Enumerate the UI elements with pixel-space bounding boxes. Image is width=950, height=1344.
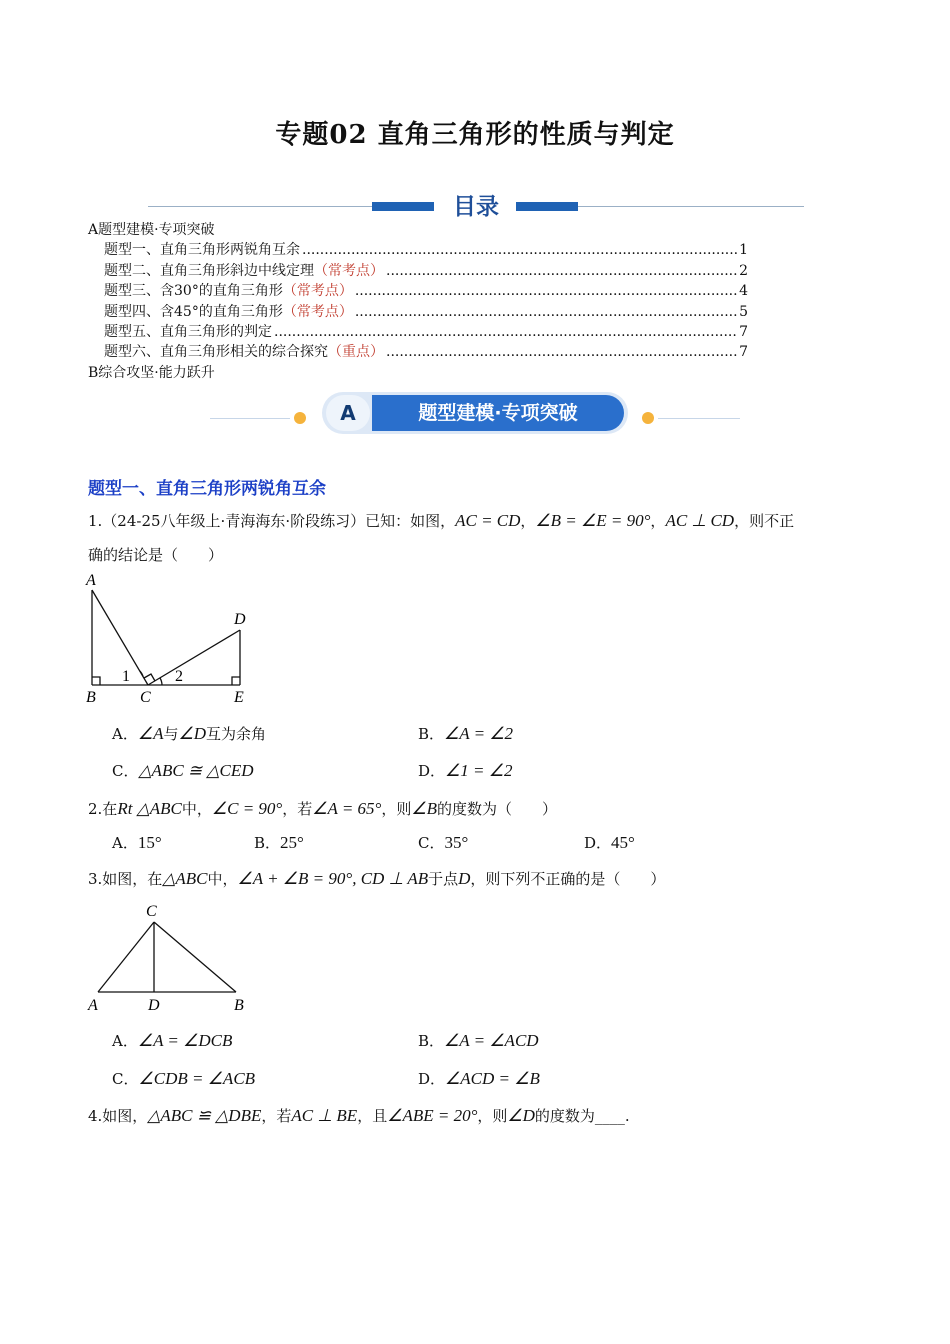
toc-item[interactable]: 题型六、直角三角形相关的综合探究 （重点） ..... 7 — [88, 342, 748, 362]
toc-part-b[interactable]: B综合攻坚·能力跃升 — [88, 364, 215, 381]
label-e: E — [234, 689, 244, 706]
q1-option-b[interactable]: B．∠A = ∠2 — [418, 724, 514, 743]
q1-option-c[interactable]: C．△ABC ≅ △CED — [112, 761, 254, 780]
q3-option-b[interactable]: B．∠A = ∠ACD — [418, 1031, 539, 1050]
label-angle-1: 1 — [122, 668, 130, 685]
segment-cd — [148, 630, 240, 685]
q3-option-c[interactable]: C．∠CDB = ∠ACB — [112, 1069, 256, 1088]
toc-left-line — [148, 206, 374, 207]
label-b: B — [86, 689, 96, 706]
label-a: A — [88, 997, 98, 1014]
banner-letter: A — [326, 395, 370, 431]
toc-right-bar — [516, 202, 578, 211]
section-heading: 题型一、直角三角形两锐角互余 — [88, 479, 326, 499]
toc-heading: 目录 — [453, 194, 499, 220]
banner-right-dot — [642, 412, 654, 424]
q2-option-d[interactable]: D．45° — [584, 833, 635, 852]
q3-stem: 3.如图，在△ABC中，∠A + ∠B = 90°, CD ⊥ AB于点D，则下列不正确的是（ ） — [88, 869, 666, 888]
section-banner — [210, 390, 740, 438]
label-c: C — [140, 689, 151, 706]
right-angle-e — [232, 677, 240, 685]
toc-item[interactable]: 题型五、直角三角形的判定 ..... 7 — [88, 322, 748, 342]
q1-option-d[interactable]: D．∠1 = ∠2 — [418, 761, 513, 780]
q2-stem: 2.在Rt △ABC中，∠C = 90°，若∠A = 65°，则∠B的度数为（ ） — [88, 799, 557, 818]
q1-stem-line2: 确的结论是（ ） — [88, 546, 224, 564]
banner-right-line — [658, 418, 740, 419]
toc-left-bar — [372, 202, 434, 211]
banner-text: 题型建模·专项突破 — [372, 395, 624, 431]
banner-left-dot — [294, 412, 306, 424]
q2-option-c[interactable]: C．35° — [418, 833, 469, 852]
label-d: D — [234, 611, 246, 628]
q3-option-a[interactable]: A．∠A = ∠DCB — [112, 1031, 233, 1050]
q1-option-a[interactable]: A．∠A与∠D互为余角 — [112, 724, 267, 743]
toc-item[interactable]: 题型三、含30°的直角三角形 （常考点） ..... 4 — [88, 281, 748, 301]
table-of-contents — [88, 220, 748, 383]
angle-2-arc — [160, 678, 162, 685]
label-angle-2: 2 — [175, 668, 183, 685]
toc-item[interactable]: 题型二、直角三角形斜边中线定理 （常考点） ..... 2 — [88, 261, 748, 281]
toc-item[interactable]: 题型四、含45°的直角三角形 （常考点） ..... 5 — [88, 302, 748, 322]
segment-ac — [98, 922, 154, 992]
toc-banner — [148, 188, 804, 224]
banner-left-line — [210, 418, 290, 419]
label-c: C — [146, 903, 157, 920]
q3-figure — [82, 898, 262, 1016]
q4-stem: 4.如图，△ABC ≌ △DBE，若AC ⊥ BE，且∠ABE = 20°，则∠D的度数为____. — [88, 1106, 630, 1125]
q3-option-d[interactable]: D．∠ACD = ∠B — [418, 1069, 540, 1088]
label-b: B — [234, 997, 244, 1014]
toc-part-a[interactable]: A题型建模·专项突破 — [88, 222, 215, 238]
right-angle-b — [92, 677, 100, 685]
label-d: D — [148, 997, 160, 1014]
label-a: A — [86, 572, 96, 589]
q1-figure — [82, 570, 262, 710]
toc-item[interactable]: 题型一、直角三角形两锐角互余 ..... 1 — [88, 240, 748, 260]
toc-right-line — [578, 206, 804, 207]
segment-bc — [154, 922, 236, 992]
segment-ac — [92, 590, 148, 685]
q2-option-b[interactable]: B．25° — [254, 833, 304, 852]
page-title: 专题02 直角三角形的性质与判定 — [275, 120, 675, 150]
q2-option-a[interactable]: A．15° — [112, 833, 162, 852]
banner-pill — [322, 392, 628, 434]
q1-stem: 1.（24-25八年级上·青海海东·阶段练习）已知：如图，AC = CD，∠B = ∠E = 90°，AC ⊥ CD，则不正 — [88, 511, 795, 530]
